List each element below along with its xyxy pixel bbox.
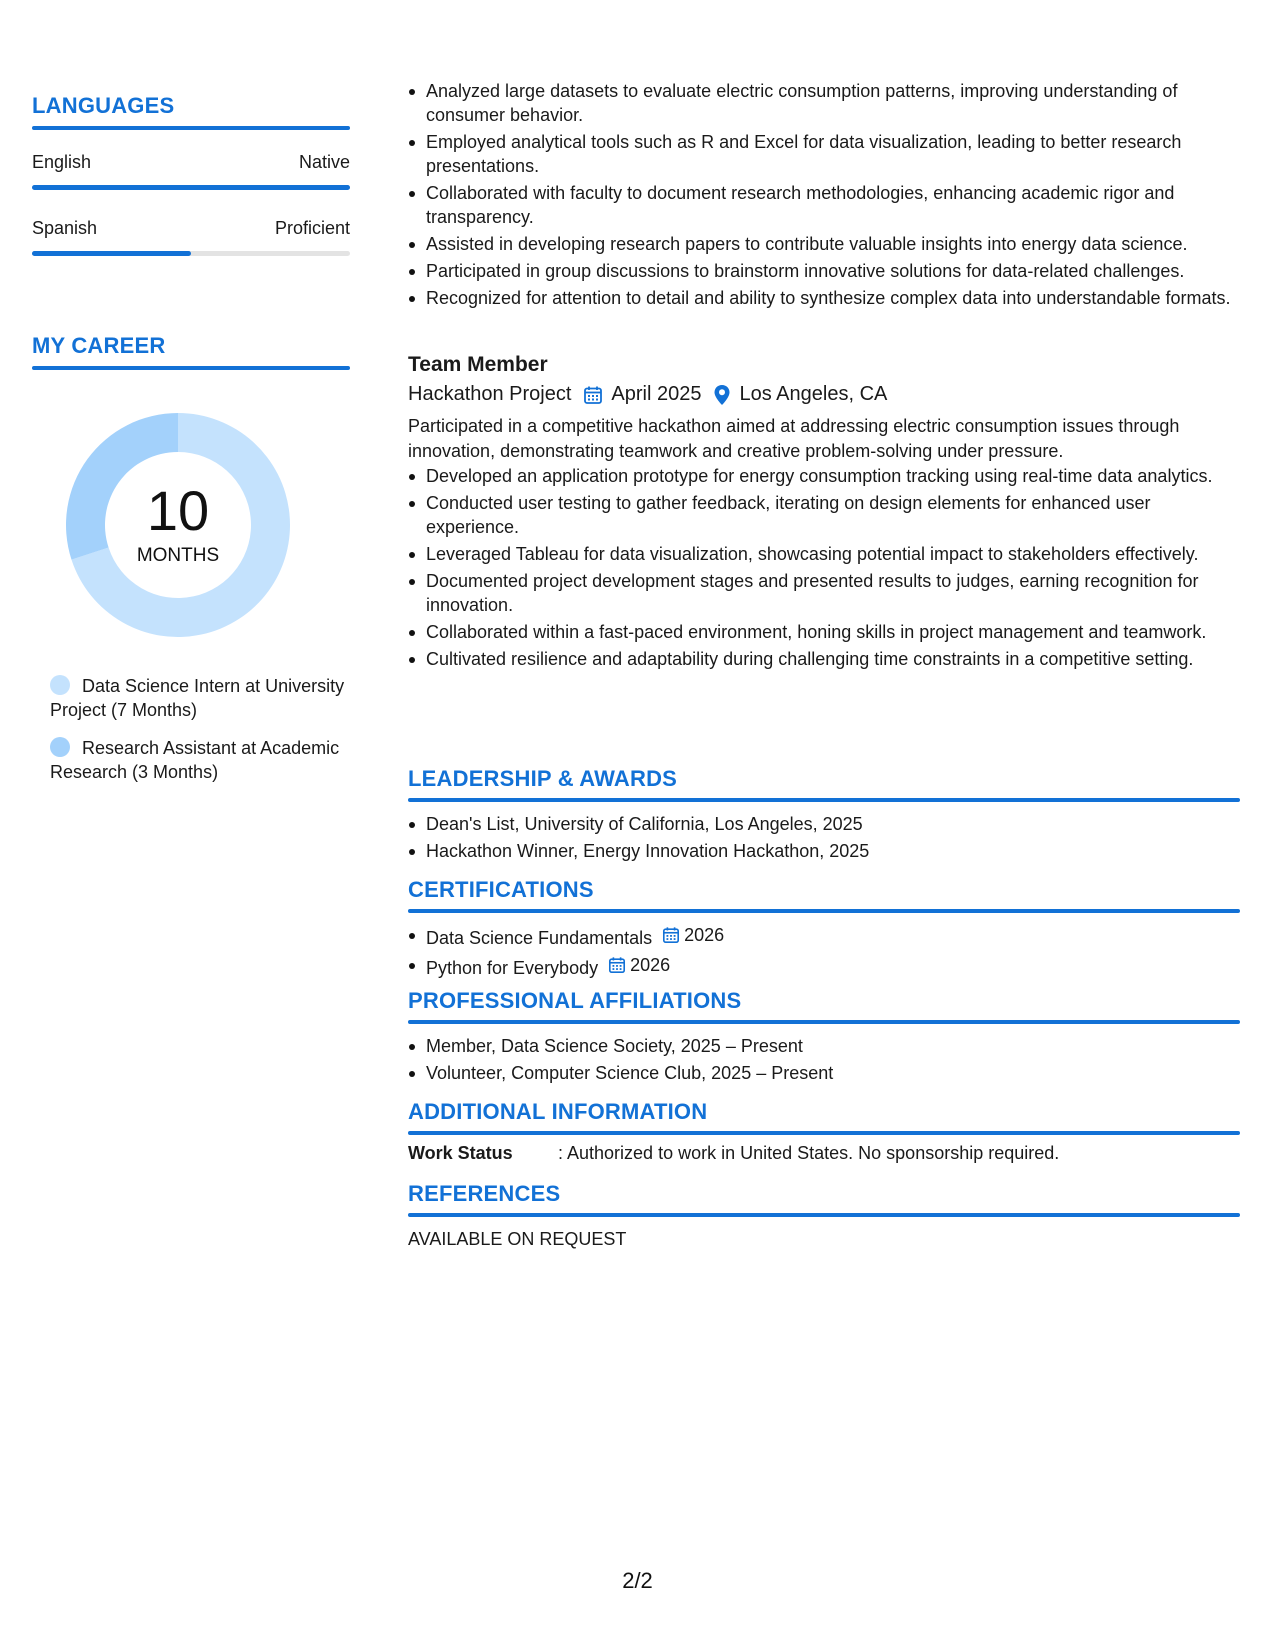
career-donut-center bbox=[66, 413, 290, 637]
certification-year: 2026 bbox=[630, 955, 671, 976]
list-item: Cultivated resilience and adaptability during challenging time constraints in a competitive setting. bbox=[426, 647, 1240, 671]
affiliations-rule bbox=[408, 1020, 1240, 1024]
additional-rule bbox=[408, 1131, 1240, 1135]
career-total-number: 10 bbox=[146, 479, 210, 542]
calendar-icon bbox=[608, 956, 630, 974]
certification-name: Python for Everybody bbox=[426, 958, 599, 979]
list-item: Participated in group discussions to brainstorm innovative solutions for data-related challenges. bbox=[426, 259, 1258, 283]
languages-section bbox=[32, 94, 350, 256]
references-title: REFERENCES bbox=[408, 1181, 561, 1206]
calendar-icon bbox=[583, 385, 603, 405]
job-entry bbox=[408, 353, 1240, 674]
legend-dot-icon bbox=[50, 737, 70, 757]
job-organization: Hackathon Project bbox=[408, 383, 572, 405]
previous-job-bullets bbox=[408, 79, 1258, 313]
list-item: Collaborated within a fast-paced environment, honing skills in project management and teamwork. bbox=[426, 620, 1240, 644]
language-bar bbox=[32, 251, 350, 256]
list-item: Dean's List, University of California, Los Angeles, 2025 bbox=[426, 812, 1240, 836]
list-item: Member, Data Science Society, 2025 – Present bbox=[426, 1034, 1240, 1058]
legend-dot-icon bbox=[50, 675, 70, 695]
affiliations-list bbox=[408, 1034, 1240, 1085]
page-number: 2/2 bbox=[622, 1568, 653, 1593]
language-bar-fill bbox=[32, 185, 350, 190]
affiliations-title: PROFESSIONAL AFFILIATIONS bbox=[408, 988, 742, 1013]
career-legend-item bbox=[50, 674, 350, 722]
career-rule bbox=[32, 366, 350, 370]
affiliations-section bbox=[408, 989, 1240, 1088]
leadership-list bbox=[408, 812, 1240, 863]
language-level: Native bbox=[298, 152, 350, 173]
career-legend-label: Data Science Intern at University Project (7 Months) bbox=[50, 676, 345, 720]
list-item: Analyzed large datasets to evaluate electric consumption patterns, improving understanding of consumer behavior. bbox=[426, 79, 1258, 127]
references-section bbox=[408, 1182, 1240, 1250]
additional-section bbox=[408, 1100, 1240, 1164]
leadership-title: LEADERSHIP & AWARDS bbox=[408, 766, 678, 791]
career-section bbox=[32, 334, 350, 370]
list-item: Conducted user testing to gather feedback, iterating on design elements for enhanced user experience. bbox=[426, 491, 1240, 539]
certifications-section bbox=[408, 878, 1240, 983]
leadership-rule bbox=[408, 798, 1240, 802]
job-meta bbox=[408, 383, 1240, 406]
language-item-english bbox=[32, 152, 350, 190]
career-title: MY CAREER bbox=[32, 333, 166, 358]
list-item: Hackathon Winner, Energy Innovation Hackathon, 2025 bbox=[426, 839, 1240, 863]
language-bar-fill bbox=[32, 251, 191, 256]
job-title: Team Member bbox=[408, 353, 548, 376]
list-item bbox=[426, 953, 1240, 980]
language-level: Proficient bbox=[274, 218, 350, 239]
list-item: Volunteer, Computer Science Club, 2025 – Present bbox=[426, 1061, 1240, 1085]
language-name: Spanish bbox=[32, 218, 98, 239]
additional-title: ADDITIONAL INFORMATION bbox=[408, 1099, 708, 1124]
career-total-unit: MONTHS bbox=[136, 545, 220, 566]
calendar-icon bbox=[662, 926, 684, 944]
list-item: Recognized for attention to detail and ability to synthesize complex data into understandable formats. bbox=[426, 286, 1258, 310]
career-donut bbox=[66, 413, 290, 637]
job-description: Participated in a competitive hackathon aimed at addressing electric consumption issues through innovation, demonstrating teamwork and creative problem-solving under pressure. bbox=[408, 416, 1180, 461]
certification-name: Data Science Fundamentals bbox=[426, 928, 653, 949]
references-text: AVAILABLE ON REQUEST bbox=[408, 1229, 627, 1250]
career-legend-label: Research Assistant at Academic Research (3 Months) bbox=[50, 738, 340, 782]
list-item: Developed an application prototype for energy consumption tracking using real-time data analytics. bbox=[426, 464, 1240, 488]
map-pin-icon bbox=[713, 384, 731, 406]
language-bar bbox=[32, 185, 350, 190]
certifications-rule bbox=[408, 909, 1240, 913]
certifications-title: CERTIFICATIONS bbox=[408, 877, 594, 902]
list-item: Leveraged Tableau for data visualization, showcasing potential impact to stakeholders effectively. bbox=[426, 542, 1240, 566]
list-item bbox=[426, 923, 1240, 950]
certifications-list bbox=[408, 923, 1240, 980]
list-item: Documented project development stages and presented results to judges, earning recognition for innovation. bbox=[426, 569, 1240, 617]
list-item: Employed analytical tools such as R and Excel for data visualization, leading to better research presentations. bbox=[426, 130, 1258, 178]
references-rule bbox=[408, 1213, 1240, 1217]
job-location: Los Angeles, CA bbox=[739, 383, 888, 405]
work-status-row bbox=[408, 1143, 1240, 1164]
work-status-label: Work Status bbox=[408, 1143, 513, 1164]
list-item: Assisted in developing research papers to contribute valuable insights into energy data science. bbox=[426, 232, 1258, 256]
job-date: April 2025 bbox=[611, 383, 702, 405]
certification-year: 2026 bbox=[684, 925, 725, 946]
list-item: Collaborated with faculty to document research methodologies, enhancing academic rigor and transparency. bbox=[426, 181, 1258, 229]
languages-title: LANGUAGES bbox=[32, 93, 175, 118]
language-item-spanish bbox=[32, 218, 350, 256]
language-name: English bbox=[32, 152, 92, 173]
job-bullets bbox=[408, 464, 1240, 671]
languages-rule bbox=[32, 126, 350, 130]
leadership-section bbox=[408, 767, 1240, 866]
work-status-value: : Authorized to work in United States. No sponsorship required. bbox=[558, 1143, 1060, 1164]
career-legend-item bbox=[50, 736, 350, 784]
